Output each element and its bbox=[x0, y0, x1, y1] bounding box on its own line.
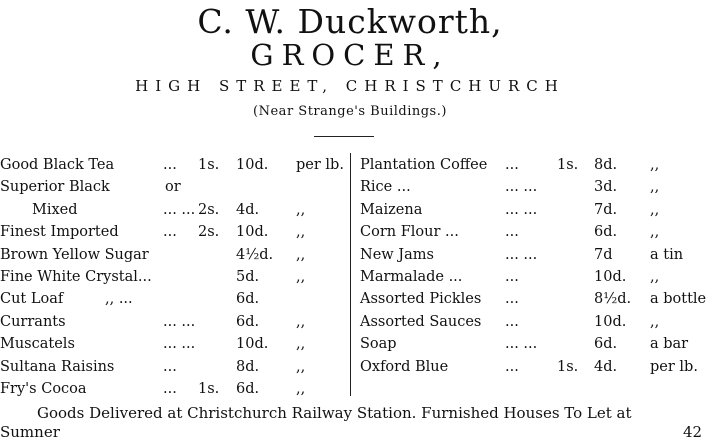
price-pence: 10d. bbox=[236, 157, 269, 173]
leader-dots: ... bbox=[505, 269, 519, 285]
item-name: Brown Yellow Sugar bbox=[0, 246, 149, 263]
leader-dots: ... bbox=[163, 381, 177, 397]
location-note: (Near Strange's Buildings.) bbox=[253, 104, 447, 119]
price-row bbox=[0, 356, 345, 378]
leader-dots: ... bbox=[505, 157, 519, 173]
leader-dots: ... bbox=[505, 313, 519, 330]
item-name: Sultana Raisins bbox=[0, 358, 115, 375]
price-unit: ,, bbox=[296, 313, 306, 330]
item-name: Maizena bbox=[360, 201, 423, 218]
footer-line: Goods Delivered at Christchurch Railway Station. Furnished Houses To Let at bbox=[37, 404, 632, 422]
price-row bbox=[360, 244, 700, 266]
price-row bbox=[0, 199, 345, 221]
price-pence: 6d. bbox=[236, 381, 260, 397]
item-name: Marmalade ... bbox=[360, 269, 463, 285]
item-name: Mixed bbox=[32, 201, 78, 218]
price-row bbox=[360, 176, 700, 198]
page-number: 42 bbox=[683, 423, 703, 441]
price-shillings: 1s. bbox=[198, 381, 220, 397]
merchant-name: C. W. Duckworth, bbox=[197, 2, 503, 41]
price-pence: 6d. bbox=[594, 336, 618, 353]
leader-dots: or bbox=[165, 179, 181, 196]
price-pence: 6d. bbox=[236, 291, 260, 308]
price-pence: 8d. bbox=[594, 157, 618, 173]
price-shillings: 1s. bbox=[557, 157, 579, 173]
price-pence: 10d. bbox=[594, 269, 627, 285]
price-pence: 6d. bbox=[594, 224, 618, 241]
leader-dots: ... bbox=[505, 224, 519, 241]
price-pence: 7d bbox=[594, 246, 613, 263]
leader-dots: ... ... bbox=[163, 313, 196, 330]
footer-continuation: Sumner bbox=[0, 423, 60, 441]
price-unit: ,, bbox=[650, 269, 660, 285]
price-row bbox=[360, 221, 700, 243]
price-pence: 7d. bbox=[594, 201, 618, 218]
price-pence: 5d. bbox=[236, 269, 260, 285]
leader-dots: ... ... bbox=[505, 201, 538, 218]
leader-dots: ,, ... bbox=[105, 291, 133, 308]
item-name: Assorted Sauces bbox=[360, 313, 482, 330]
price-unit: ,, bbox=[296, 201, 306, 218]
price-unit: ,, bbox=[650, 201, 660, 218]
price-pence: 4d. bbox=[236, 201, 260, 218]
item-name: Currants bbox=[0, 313, 66, 330]
item-name: Muscatels bbox=[0, 336, 75, 353]
item-name: Fine White Crystal... bbox=[0, 269, 152, 285]
leader-dots: ... bbox=[163, 157, 177, 173]
item-name: Fry's Cocoa bbox=[0, 381, 87, 397]
item-name: Superior Black bbox=[0, 179, 110, 196]
price-unit: ,, bbox=[296, 224, 306, 241]
price-unit: ,, bbox=[650, 179, 660, 196]
leader-dots: ... bbox=[505, 358, 519, 375]
price-pence: 10d. bbox=[236, 224, 269, 241]
price-row bbox=[0, 154, 345, 176]
header-divider bbox=[314, 136, 374, 137]
price-unit: ,, bbox=[650, 157, 660, 173]
price-row bbox=[360, 356, 700, 378]
item-name: Rice ... bbox=[360, 179, 411, 196]
item-name: Good Black Tea bbox=[0, 157, 115, 173]
price-unit: ,, bbox=[650, 313, 660, 330]
leader-dots: ... ... bbox=[505, 336, 538, 353]
price-shillings: 1s. bbox=[557, 358, 579, 375]
price-pence: 4½d. bbox=[236, 246, 274, 263]
price-pence: 4d. bbox=[594, 358, 618, 375]
price-row bbox=[0, 288, 345, 310]
price-unit: ,, bbox=[296, 381, 306, 397]
leader-dots: ... ... bbox=[163, 336, 196, 353]
price-unit: a bottle bbox=[650, 291, 706, 308]
price-row bbox=[360, 199, 700, 221]
item-name: Assorted Pickles bbox=[360, 291, 482, 308]
price-row bbox=[0, 378, 345, 400]
item-name: Oxford Blue bbox=[360, 358, 449, 375]
item-name: Finest Imported bbox=[0, 224, 119, 241]
item-name: Cut Loaf bbox=[0, 291, 64, 308]
leader-dots: ... bbox=[163, 224, 177, 241]
item-name: Soap bbox=[360, 336, 397, 353]
price-row bbox=[0, 176, 345, 198]
price-unit: a bar bbox=[650, 336, 689, 353]
price-row bbox=[360, 154, 700, 176]
price-row bbox=[0, 333, 345, 355]
price-shillings: 2s. bbox=[198, 224, 220, 241]
price-pence: 6d. bbox=[236, 313, 260, 330]
price-unit: ,, bbox=[296, 358, 306, 375]
leader-dots: ... ... bbox=[505, 246, 538, 263]
price-pence: 10d. bbox=[236, 336, 269, 353]
leader-dots: ... bbox=[505, 291, 519, 308]
leader-dots: ... ... bbox=[163, 201, 196, 218]
column-divider bbox=[350, 153, 351, 396]
address-line: HIGH STREET, CHRISTCHURCH bbox=[135, 77, 565, 95]
item-name: New Jams bbox=[360, 246, 434, 263]
leader-dots: ... bbox=[163, 358, 177, 375]
price-row bbox=[0, 266, 345, 288]
price-row bbox=[360, 288, 706, 310]
price-row bbox=[360, 266, 700, 288]
price-unit: ,, bbox=[296, 336, 306, 353]
price-unit: ,, bbox=[650, 224, 660, 241]
price-unit: a tin bbox=[650, 246, 684, 263]
price-shillings: 1s. bbox=[198, 157, 220, 173]
item-name: Corn Flour ... bbox=[360, 224, 459, 241]
price-unit: per lb. bbox=[296, 157, 344, 173]
price-pence: 8d. bbox=[236, 358, 260, 375]
price-row bbox=[360, 333, 700, 355]
trade-title: GROCER, bbox=[250, 38, 450, 72]
price-pence: 8½d. bbox=[594, 291, 632, 308]
price-shillings: 2s. bbox=[198, 201, 220, 218]
price-row bbox=[360, 311, 700, 333]
leader-dots: ... ... bbox=[505, 179, 538, 196]
price-row bbox=[0, 221, 345, 243]
price-row bbox=[0, 311, 345, 333]
price-unit: ,, bbox=[296, 269, 306, 285]
price-unit: per lb. bbox=[650, 358, 698, 375]
price-pence: 10d. bbox=[594, 313, 627, 330]
price-unit: ,, bbox=[296, 246, 306, 263]
price-pence: 3d. bbox=[594, 179, 618, 196]
price-row bbox=[0, 244, 345, 266]
item-name: Plantation Coffee bbox=[360, 157, 488, 173]
